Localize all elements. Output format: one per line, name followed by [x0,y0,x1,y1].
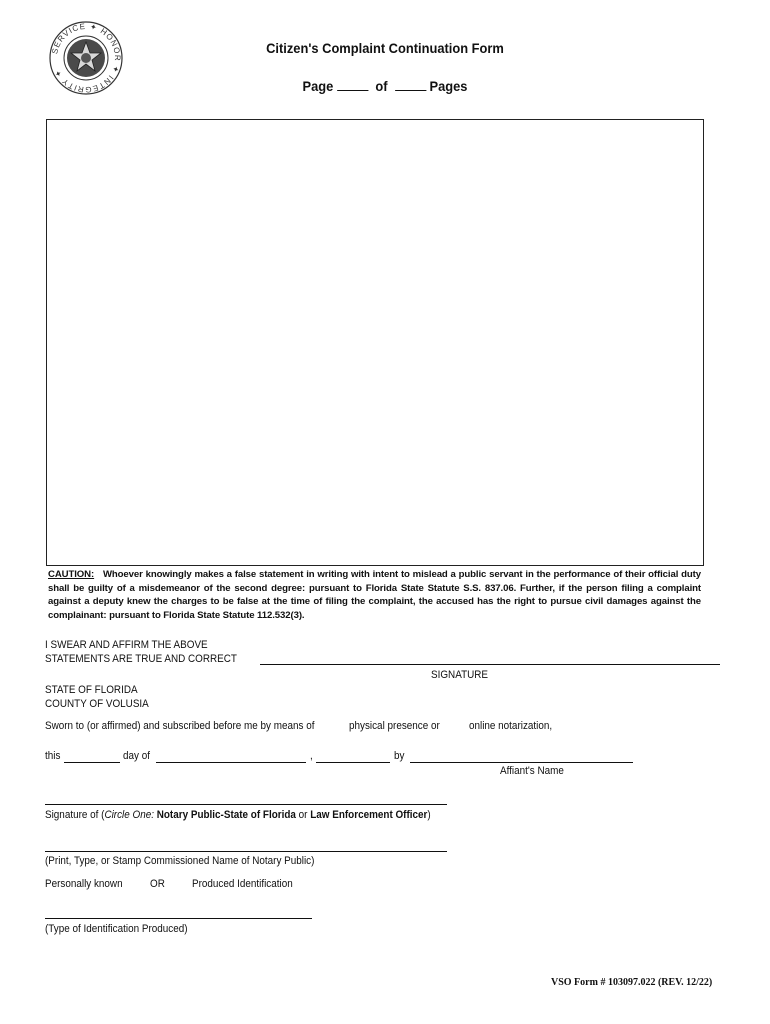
continuation-text-box[interactable] [46,119,704,566]
affiant-name-field[interactable] [410,762,633,763]
state-label: STATE OF FLORIDA [45,684,138,696]
day-field[interactable] [64,762,120,763]
month-field[interactable] [156,762,306,763]
svg-text:SERVICE ✦ HONOR ✦ INTEGRITY ✦: SERVICE ✦ HONOR ✦ INTEGRITY ✦ [50,21,123,95]
sig-suffix: ) [427,809,431,821]
notary-signature-line[interactable] [45,804,447,805]
produced-id-option[interactable]: Produced Identification [192,878,293,890]
affiant-name-label: Affiant's Name [500,765,564,777]
or-word: or [298,809,308,821]
page-word: Page [302,78,334,94]
year-field[interactable] [316,762,390,763]
this-word: this [45,750,61,762]
or-caps: OR [150,878,165,890]
pages-word: Pages [429,78,468,94]
by-word: by [394,750,405,762]
sig-prefix: Signature of ( [45,809,105,821]
caution-label: CAUTION: [48,569,95,580]
id-type-label: (Type of Identification Produced) [45,923,188,935]
form-number: VSO Form # 103097.022 (REV. 12/22) [551,977,713,988]
physical-presence-option[interactable]: physical presence or [349,720,440,732]
id-type-line[interactable] [45,918,312,919]
comma: , [310,750,313,762]
affirm-line-1: I SWEAR AND AFFIRM THE ABOVE [45,639,208,651]
personally-known-option[interactable]: Personally known [45,878,123,890]
print-name-label: (Print, Type, or Stamp Commissioned Name of Notary Public) [45,855,315,867]
page-count-line [178,78,592,94]
affirm-line-2: STATEMENTS ARE TRUE AND CORRECT [45,653,237,665]
caution-statement [48,568,701,622]
caution-text: Whoever knowingly makes a false statement in writing with intent to mislead a public servant in the performance of their official duty shall be guilty of a misdemeanor of the second degree: pursuant to Florida State Statute S.S. 837.06. Further, if the person filing a complaint against a deputy knew the charges to be false at the time of filing the complaint, the accused has the right to pursue civil damages against the complainant: pursuant to Florida State Statute 112.532(3). [48,569,701,621]
form-title: Citizen's Complaint Continuation Form [266,40,504,56]
signature-line[interactable] [260,664,720,665]
sworn-text: Sworn to (or affirmed) and subscribed before me by means of [45,720,315,732]
sheriff-seal-logo [48,20,124,96]
county-label: COUNTY OF VOLUSIA [45,698,149,710]
day-of-word: day of [123,750,150,762]
of-word: of [375,78,388,94]
notary-signature-label [45,809,431,821]
circle-one-label: Circle One: [104,809,154,821]
notary-printed-name-line[interactable] [45,851,447,852]
total-pages-field[interactable] [395,80,426,91]
signature-label: SIGNATURE [431,669,489,681]
page-number-field[interactable] [337,80,368,91]
law-enforcement-option[interactable]: Law Enforcement Officer [310,809,428,821]
notary-public-option[interactable]: Notary Public-State of Florida [156,809,296,821]
online-notarization-option[interactable]: online notarization, [469,720,553,732]
